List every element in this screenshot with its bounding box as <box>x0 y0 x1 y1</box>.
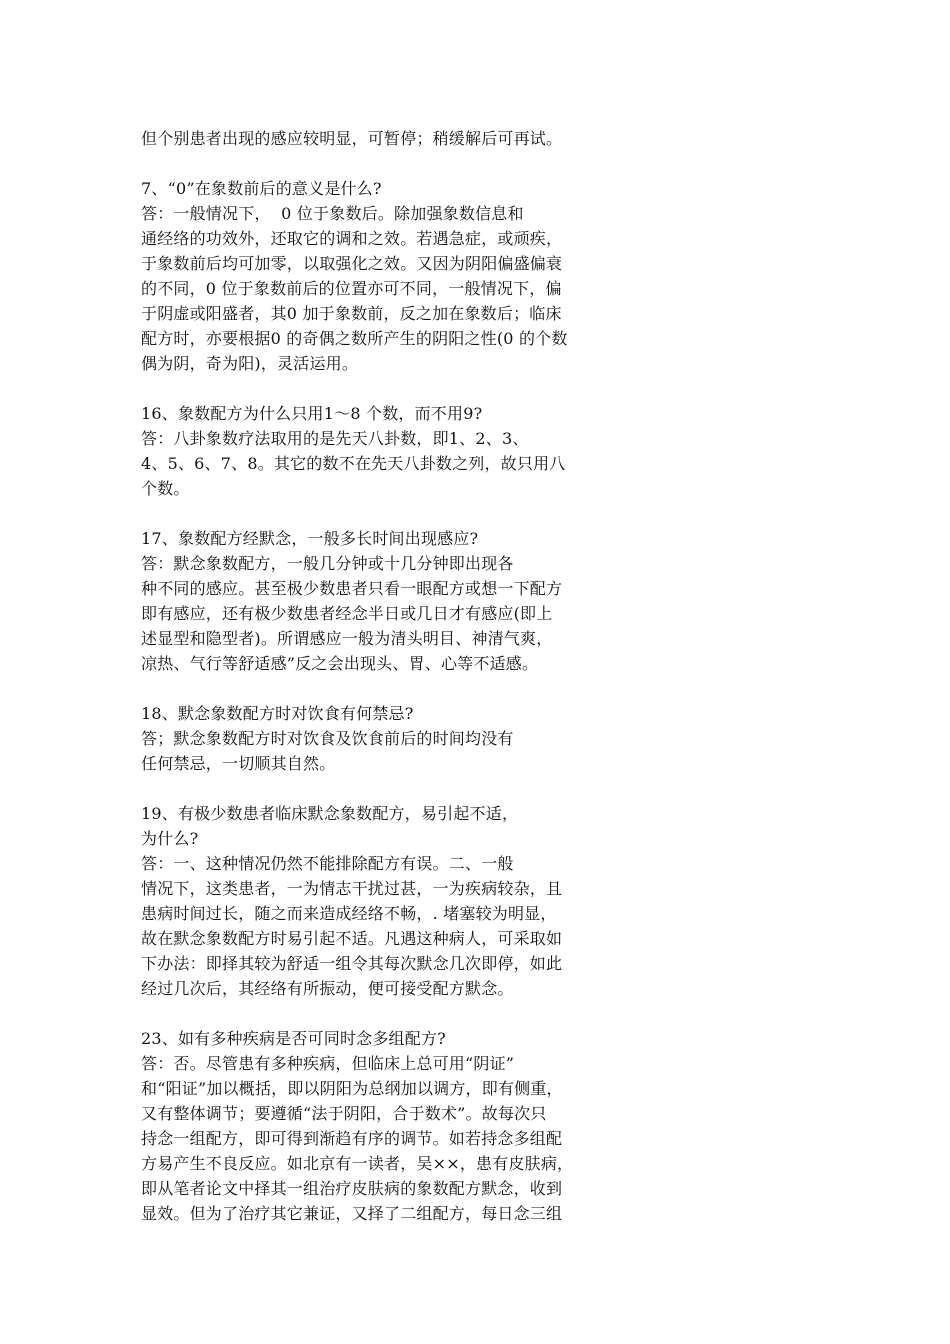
answer-19-line-4: 故在默念象数配方时易引起不适。凡遇这种病人，可采取如 <box>141 929 563 948</box>
question-17: 17、象数配方经默念，一般多长时间出现感应? <box>141 529 479 548</box>
answer-7-line-7: 偶为阴，奇为阳)，灵活运用。 <box>141 354 359 373</box>
answer-19-line-1: 答：一、这种情况仍然不能排除配方有误。二、一般 <box>141 854 514 873</box>
answer-23-line-7: 显效。但为了治疗其它兼证，又择了二组配方，每日念三组 <box>141 1204 563 1223</box>
answer-7-line-1: 答：一般情况下， 0 位于象数后。除加强象数信息和 <box>141 204 524 223</box>
answer-18-line-1: 答；默念象数配方时对饮食及饮食前后的时间均没有 <box>141 729 514 748</box>
answer-23-line-6: 即从笔者论文中择其一组治疗皮肤病的象数配方默念，收到 <box>141 1179 563 1198</box>
answer-17-line-3: 即有感应，还有极少数患者经念半日或几日才有感应(即上 <box>141 604 553 623</box>
answer-19-line-2: 情况下，这类患者，一为情志干扰过甚，一为疾病较杂，且 <box>141 879 563 898</box>
question-18: 18、默念象数配方时对饮食有何禁忌? <box>141 704 414 723</box>
answer-19-line-6: 经过几次后，其经络有所振动，便可接受配方默念。 <box>141 979 514 998</box>
answer-18-line-2: 任何禁忌，一切顺其自然。 <box>141 754 336 773</box>
answer-23-line-3: 又有整体调节；要遵循“法于阴阳，合于数术”。故每次只 <box>141 1104 547 1123</box>
answer-7-line-3: 于象数前后均可加零，以取强化之效。又因为阴阳偏盛偏衰 <box>141 254 563 273</box>
text-line-intro: 但个别患者出现的感应较明显，可暂停；稍缓解后可再试。 <box>141 129 563 148</box>
question-16: 16、象数配方为什么只用1～8 个数，而不用9? <box>141 404 483 423</box>
answer-23-line-2: 和“阳证”加以概括，即以阴阳为总纲加以调方，即有侧重， <box>141 1079 563 1098</box>
answer-16-line-2: 4、5、6、7、8。其它的数不在先天八卦数之列，故只用八 <box>141 454 566 473</box>
question-7: 7、“0”在象数前后的意义是什么? <box>141 179 382 198</box>
answer-23-line-4: 持念一组配方，即可得到渐趋有序的调节。如若持念多组配 <box>141 1129 563 1148</box>
answer-7-line-4: 的不同，0 位于象数前后的位置亦可不同，一般情况下，偏 <box>141 279 562 298</box>
question-23: 23、如有多种疾病是否可同时念多组配方? <box>141 1029 446 1048</box>
answer-7-line-6: 配方时，亦要根据0 的奇偶之数所产生的阴阳之性(0 的个数 <box>141 329 568 348</box>
answer-19-line-5: 下办法：即择其较为舒适一组令其每次默念几次即停，如此 <box>141 954 563 973</box>
answer-7-line-5: 于阴虚或阳盛者，其0 加于象数前，反之加在象数后；临床 <box>141 304 562 323</box>
answer-19-line-3: 患病时间过长，随之而来造成经络不畅，. 堵塞较为明显， <box>141 904 557 923</box>
answer-17-line-5: 凉热、气行等舒适感”反之会出现头、胃、心等不适感。 <box>141 654 539 673</box>
answer-23-line-1: 答：否。尽管患有多种疾病，但临床上总可用“阴证” <box>141 1054 515 1073</box>
answer-7-line-2: 通经络的功效外，还取它的调和之效。若遇急症，或顽疾， <box>141 229 563 248</box>
answer-16-line-1: 答：八卦象数疗法取用的是先天八卦数，即1、2、3、 <box>141 429 529 448</box>
question-19-line-2: 为什么? <box>141 829 199 848</box>
answer-17-line-4: 述显型和隐型者)。所谓感应一般为清头明目、神清气爽， <box>141 629 553 648</box>
answer-16-line-3: 个数。 <box>141 479 190 498</box>
answer-17-line-1: 答：默念象数配方，一般几分钟或十几分钟即出现各 <box>141 554 514 573</box>
answer-17-line-2: 种不同的感应。甚至极少数患者只看一眼配方或想一下配方 <box>141 579 563 598</box>
answer-23-line-5: 方易产生不良反应。如北京有一读者，吴××，患有皮肤病， <box>141 1154 574 1173</box>
question-19-line-1: 19、有极少数患者临床默念象数配方，易引起不适， <box>141 804 519 823</box>
